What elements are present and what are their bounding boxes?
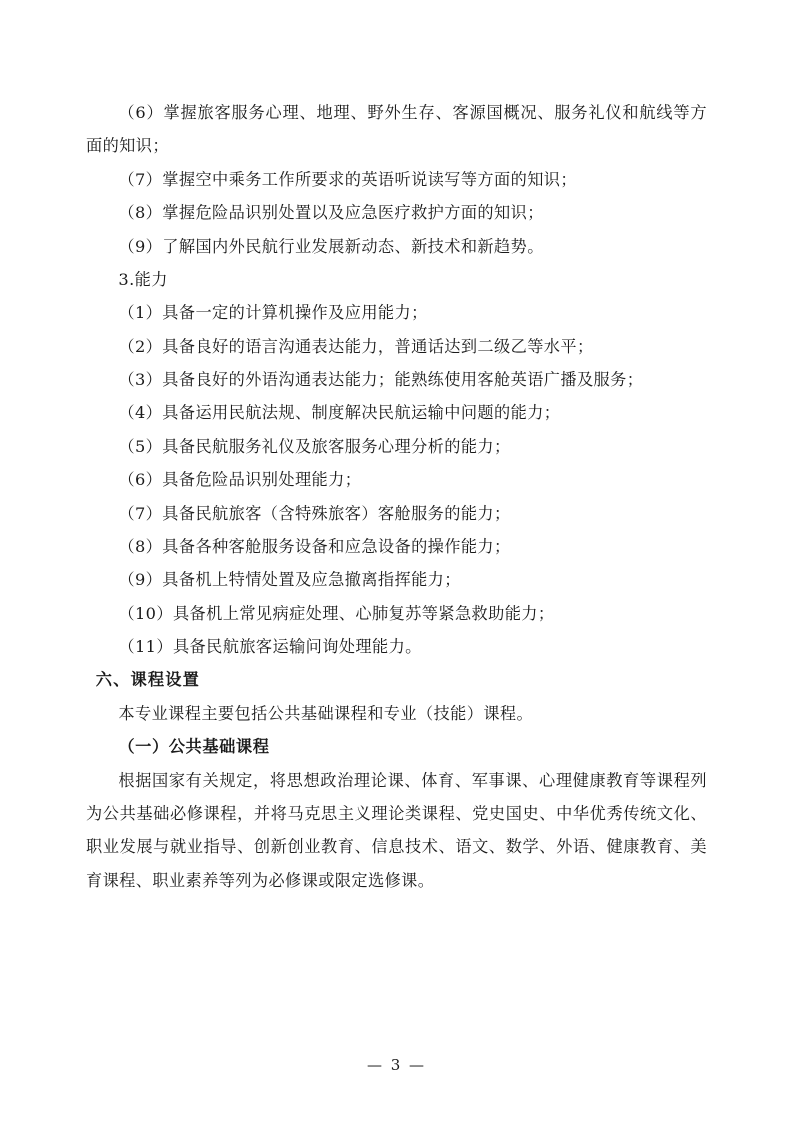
- ability-item-11: （11）具备民航旅客运输问询处理能力。: [118, 637, 422, 656]
- ability-item-2: （2）具备良好的语言沟通表达能力，普通话达到二级乙等水平；: [118, 336, 594, 356]
- ability-item-6: （6）具备危险品识别处理能力；: [118, 470, 362, 490]
- knowledge-item-7: （7）掌握空中乘务工作所要求的英语听说读写等方面的知识；: [118, 169, 577, 189]
- subsection-one-body: 根据国家有关规定，将思想政治理论课、体育、军事课、心理健康教育等课程列为公共基础必修课程，并将马克思主义理论类课程、党史国史、中华优秀传统文化、职业发展与就业指导、创新创业教育、信息技术、语文、数学、外语、健康教育、美育课程、职业素养等列为必修课或限定选修课。: [86, 770, 707, 890]
- section-heading-six: 六、课程设置: [95, 670, 201, 690]
- ability-item-3: （3）具备良好的外语沟通表达能力；能熟练使用客舱英语广播及服务；: [118, 370, 644, 389]
- section-six-intro: 本专业课程主要包括公共基础课程和专业（技能）课程。: [118, 703, 534, 723]
- page-footer: [0, 1056, 793, 1074]
- subsection-heading-one: （一）公共基础课程: [118, 737, 270, 757]
- ability-item-5: （5）具备民航服务礼仪及旅客服务心理分析的能力；: [118, 436, 511, 456]
- document-body: [86, 96, 707, 897]
- ability-item-1: （1）具备一定的计算机操作及应用能力；: [118, 303, 428, 323]
- knowledge-item-6: （6）掌握旅客服务心理、地理、野外生存、客源国概况、服务礼仪和航线等方面的知识；: [86, 103, 707, 156]
- page-number: — 3 —: [366, 1056, 427, 1074]
- knowledge-item-8: （8）掌握危险品识别处置以及应急医疗救护方面的知识；: [118, 203, 544, 223]
- ability-item-8: （8）具备各种客舱服务设备和应急设备的操作能力；: [118, 536, 511, 556]
- ability-item-10: （10）具备机上常见病症处理、心肺复苏等紧急救助能力；: [118, 603, 555, 623]
- ability-item-7: （7）具备民航旅客（含特殊旅客）客舱服务的能力；: [118, 503, 511, 523]
- knowledge-item-9: （9）了解国内外民航行业发展新动态、新技术和新趋势。: [118, 236, 544, 256]
- ability-heading: 3.能力: [118, 269, 168, 289]
- ability-item-4: （4）具备运用民航法规、制度解决民航运输中问题的能力；: [118, 403, 561, 423]
- ability-item-9: （9）具备机上特情处置及应急撤离指挥能力；: [118, 570, 461, 590]
